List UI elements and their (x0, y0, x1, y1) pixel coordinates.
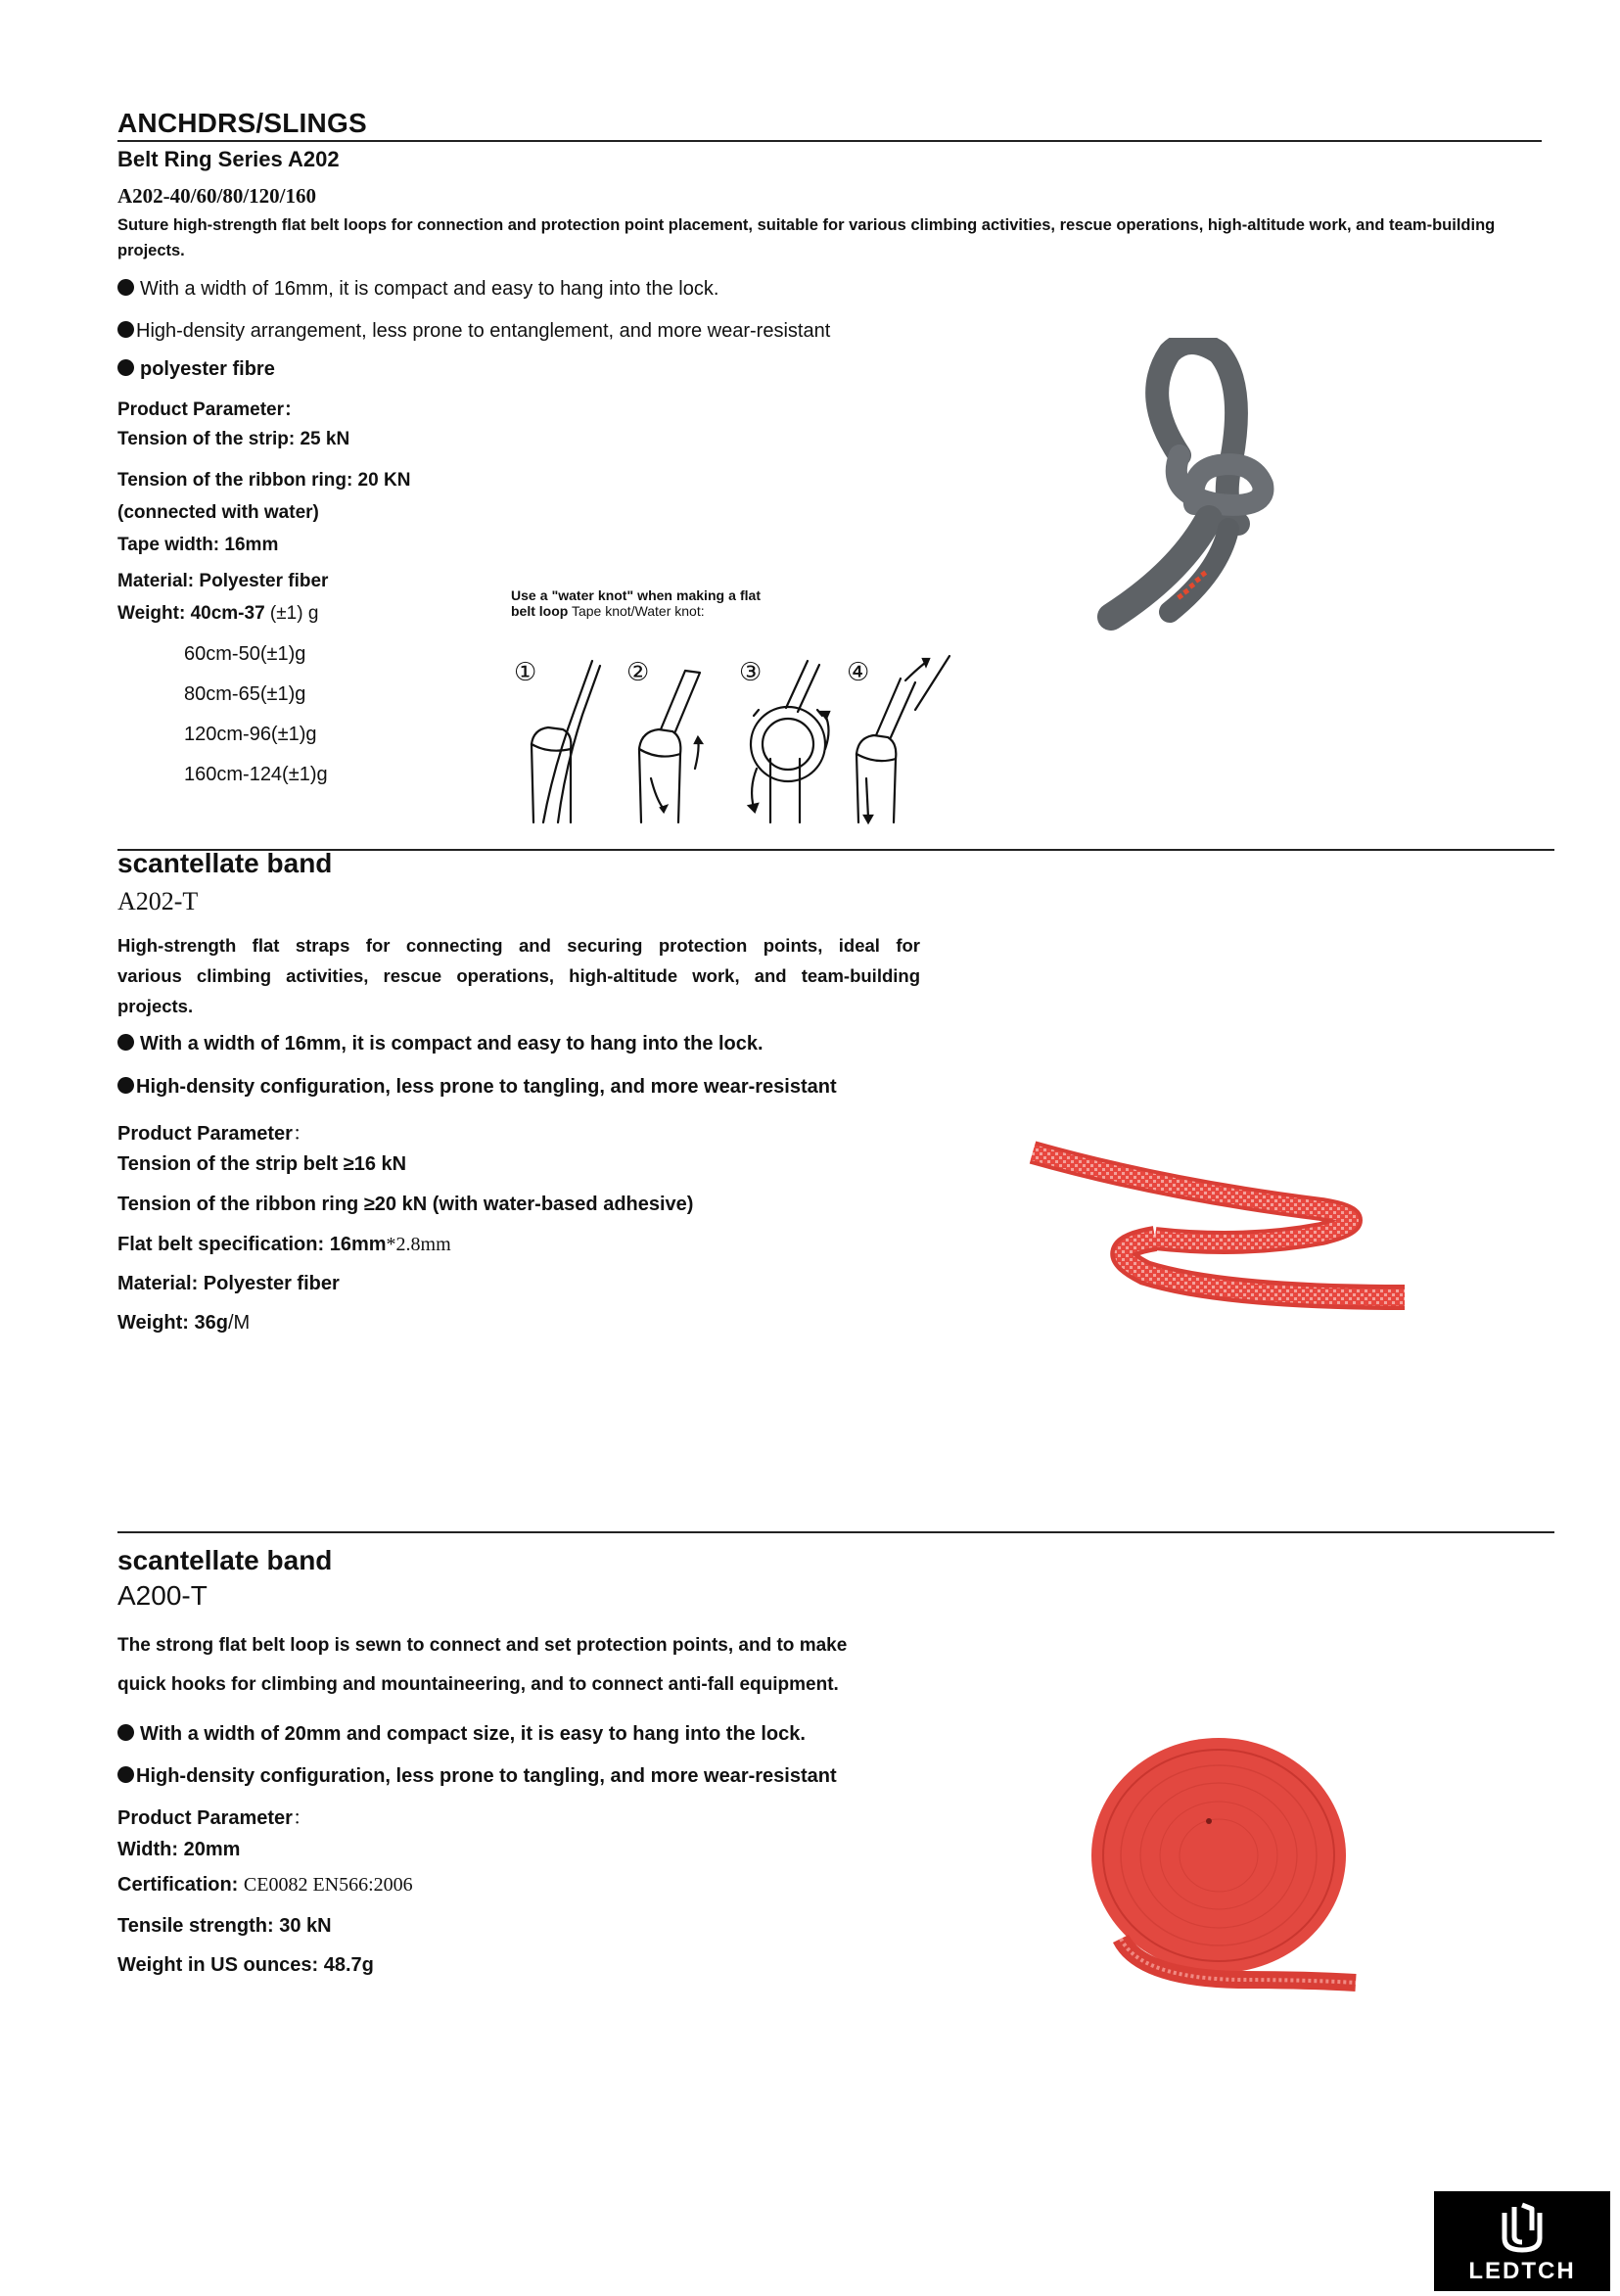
knot-step-2-label: ② (626, 658, 650, 687)
sec2-rule (117, 849, 1554, 851)
sec2-bullet-2: High-density configuration, less prone to tangling, and more wear-resistant (117, 1076, 837, 1099)
sec1-param-tape-width: Tape width: 16mm (117, 535, 279, 555)
sec2-param-weight: Weight: 36g/M (117, 1312, 251, 1334)
sec2-param-spec: Flat belt specification: 16mm*2.8mm (117, 1234, 451, 1255)
bullet-dot-icon (117, 1724, 134, 1741)
sec3-params-label: Product Parameter： (117, 1807, 312, 1829)
gray-sling-image (1072, 338, 1317, 661)
water-knot-diagram (514, 651, 954, 827)
red-flat-band-image (1028, 1141, 1410, 1317)
series-title: Belt Ring Series A202 (117, 147, 340, 171)
sec3-param-certification: Certification: CE0082 EN566:2006 (117, 1874, 413, 1896)
weight-item: 80cm-65(±1)g (184, 683, 306, 705)
bullet-dot-icon (117, 1766, 134, 1783)
sec1-bullet-3: polyester fibre (117, 358, 275, 381)
sec1-params-label: Product Parameter： (117, 399, 303, 420)
knot-step-1-label: ① (514, 658, 537, 687)
sec3-rule (117, 1531, 1554, 1533)
category-title: ANCHDRS/SLINGS (117, 108, 367, 138)
sec1-param-ring-tension: Tension of the ribbon ring: 20 KN (117, 470, 411, 491)
red-band-roll-image (1082, 1723, 1365, 2007)
bullet-dot-icon (117, 1034, 134, 1051)
sec1-param-ring-tension-note: (connected with water) (117, 502, 319, 523)
sec2-param-strip-tension: Tension of the strip belt ≥16 kN (117, 1153, 407, 1175)
bullet-dot-icon (117, 321, 134, 338)
knot-step-4-label: ④ (847, 658, 870, 687)
sec3-bullet-2: High-density configuration, less prone to tangling, and more wear-resistant (117, 1765, 837, 1788)
sec1-param-material: Material: Polyester fiber (117, 571, 329, 591)
sec3-desc-line2: quick hooks for climbing and mountaineering, and to connect anti-fall equipment. (117, 1674, 839, 1695)
bullet-dot-icon (117, 359, 134, 376)
knot-instruction-note: Use a "water knot" when making a flat belt loop Tape knot/Water knot: (511, 587, 761, 619)
sec2-params-label: Product Parameter： (117, 1123, 312, 1145)
sec1-param-strip-tension: Tension of the strip: 25 kN (117, 429, 350, 449)
sec1-bullet-1: With a width of 16mm, it is compact and easy to hang into the lock. (117, 278, 718, 301)
sec2-description: High-strength flat straps for connecting and securing protection points, ideal for various climbing activities, rescue operations, high-altitude work, and team-building projects. (117, 935, 920, 1016)
weight-item: 120cm-96(±1)g (184, 724, 317, 745)
sec3-title: scantellate band (117, 1545, 333, 1575)
sec3-desc-line1: The strong flat belt loop is sewn to connect and set protection points, and to make (117, 1635, 848, 1656)
weight-item: 60cm-50(±1)g (184, 643, 306, 665)
sec1-desc-line1: Suture high-strength flat belt loops for connection and protection point placement, suitable for various climbing activities, rescue operations, high-altitude work, and team-building (117, 216, 1496, 234)
bullet-dot-icon (117, 1077, 134, 1094)
sec1-param-weight: Weight: 40cm-37 (±1) g (117, 603, 319, 624)
weight-item: 160cm-124(±1)g (184, 764, 328, 785)
sec2-param-ring-tension: Tension of the ribbon ring ≥20 kN (with water-based adhesive) (117, 1194, 694, 1215)
sec1-bullet-2: High-density arrangement, less prone to entanglement, and more wear-resistant (117, 320, 830, 343)
sec1-desc-line2: projects. (117, 242, 185, 259)
knot-step-3-label: ③ (739, 658, 763, 687)
sec3-bullet-1: With a width of 20mm and compact size, it is easy to hang into the lock. (117, 1723, 806, 1746)
sec2-bullet-1: With a width of 16mm, it is compact and easy to hang into the lock. (117, 1033, 764, 1055)
sec3-param-width: Width: 20mm (117, 1839, 241, 1860)
sec3-model: A200-T (117, 1580, 208, 1611)
sec1-description (117, 212, 1556, 263)
sec1-weights-list (184, 634, 328, 795)
header-rule (117, 140, 1542, 142)
brand-name: LEDTCH (1468, 2258, 1576, 2284)
sec3-param-tensile: Tensile strength: 30 kN (117, 1915, 332, 1937)
ledtch-logo (1434, 2191, 1610, 2291)
model-numbers: A202-40/60/80/120/160 (117, 184, 316, 208)
sec2-title: scantellate band (117, 848, 333, 878)
sec3-param-weight: Weight in US ounces: 48.7g (117, 1954, 374, 1976)
sec2-param-material: Material: Polyester fiber (117, 1273, 340, 1294)
sec2-model: A202-T (117, 887, 199, 915)
bullet-dot-icon (117, 279, 134, 296)
